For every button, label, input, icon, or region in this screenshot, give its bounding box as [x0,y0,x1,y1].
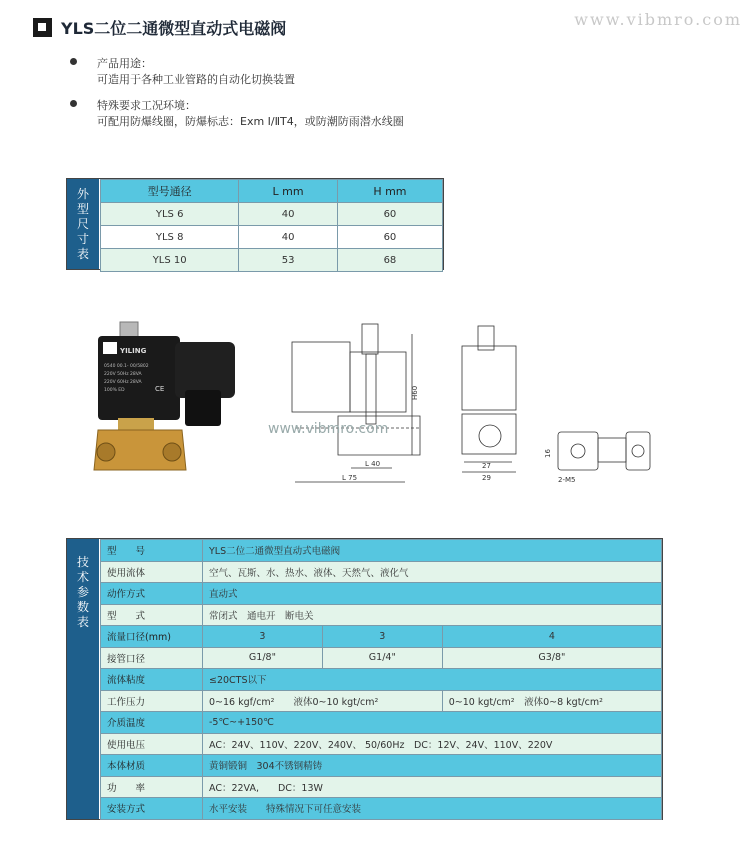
side-char: 表 [76,247,89,261]
spec-table-side-label [67,539,99,819]
table-cell: 4 [442,626,661,648]
table-cell: 0~10 kgt/cm² 液体0~8 kgt/cm² [442,690,661,712]
side-char: 寸 [76,232,89,246]
intro-text: 可配用防爆线圈，防爆标志：Exm Ⅰ/ⅡT4，或防潮防雨潜水线圈 [97,115,404,128]
table-cell: 0~16 kgf/cm² 液体0~10 kgt/cm² [203,690,443,712]
table-cell: 40 [239,226,338,249]
dim-h60: H60 [411,385,419,400]
dim-l40: L 40 [365,460,381,468]
table-row [101,203,443,226]
coil-line: 0540 00.1- 00/5802 [104,364,149,369]
table-cell: AC：22VA, DC：13W [203,776,662,798]
table-cell: YLS 10 [101,249,239,272]
intro-list [70,56,690,140]
table-row [101,647,662,669]
table-cell: 68 [337,249,442,272]
table-row [101,733,662,755]
header-cell: 型号通径 [101,180,239,203]
row-label: 流量口径(mm) [101,626,203,648]
header-cell: H mm [337,180,442,203]
table-cell: G3/8" [442,647,661,669]
row-label: 型 号 [101,540,203,562]
table-row [101,226,443,249]
row-label: 工作压力 [101,690,203,712]
intro-item [70,56,690,88]
product-and-drawings [60,320,710,500]
bullet-dot-icon [70,58,77,65]
row-label: 型 式 [101,604,203,626]
table-cell: YLS二位二通微型直动式电磁阀 [203,540,662,562]
dim-27: 27 [482,462,491,470]
table-row [101,776,662,798]
row-label: 安装方式 [101,798,203,820]
spec-grid [100,539,662,820]
coil-line: 100% ED [104,388,125,393]
intro-heading: 特殊要求工况环境： [97,99,196,112]
dim-16: 16 [544,449,552,458]
row-label: 使用电压 [101,733,203,755]
table-cell: G1/4" [322,647,442,669]
header-cell: L mm [239,180,338,203]
side-char: 外 [76,187,89,201]
side-char: 型 [76,202,89,216]
table-row [101,712,662,734]
spec-table [66,538,663,820]
table-cell: 60 [337,203,442,226]
coil-line: 220V 50Hz 28VA [104,372,142,377]
table-row [101,626,662,648]
table-row [101,540,662,562]
valve-photo [94,322,235,470]
table-cell: 60 [337,226,442,249]
table-cell: 3 [322,626,442,648]
dim-29: 29 [482,474,491,482]
brand-label: YILING [120,347,147,355]
row-label: 接管口径 [101,647,203,669]
table-row [101,561,662,583]
table-cell: 常闭式 通电开 断电关 [203,604,662,626]
side-char: 技 [76,555,89,569]
bullet-dot-icon [70,100,77,107]
intro-heading: 产品用途： [97,57,152,70]
table-cell: 3 [203,626,323,648]
side-char: 数 [76,600,89,614]
table-cell: -5℃~+150℃ [203,712,662,734]
table-row [101,690,662,712]
dimension-table-side-label [67,179,99,269]
watermark: www.vibmro.com [574,10,742,29]
square-bullet-icon [33,18,52,37]
intro-text: 可造用于各种工业管路的自动化切换装置 [97,73,295,86]
page-title: YLS二位二通微型直动式电磁阀 [61,19,287,38]
table-cell: ≤20CTS以下 [203,669,662,691]
dimension-table [66,178,444,270]
side-char: 表 [76,615,89,629]
dim-m5: 2-M5 [558,476,576,484]
table-cell: 直动式 [203,583,662,605]
table-cell: 水平安装 特殊情况下可任意安装 [203,798,662,820]
table-cell: YLS 6 [101,203,239,226]
side-char: 尺 [76,217,89,231]
table-cell: YLS 8 [101,226,239,249]
ce-mark: CE [155,385,165,393]
table-cell: 空气、瓦斯、水、热水、液体、天然气、液化气 [203,561,662,583]
row-label: 介质温度 [101,712,203,734]
row-label: 本体材质 [101,755,203,777]
coil-line: 220V 60Hz 28VA [104,380,142,385]
table-cell: 40 [239,203,338,226]
table-row [101,249,443,272]
table-row [101,798,662,820]
section-drawing [292,324,420,482]
intro-item [70,98,690,130]
row-label: 功 率 [101,776,203,798]
row-label: 动作方式 [101,583,203,605]
table-row [101,583,662,605]
drawing-watermark: www.vibmro.com [268,421,389,437]
dim-l75: L 75 [342,474,358,482]
table-row [101,755,662,777]
side-char: 术 [76,570,89,584]
table-cell: 53 [239,249,338,272]
side-drawing [462,326,516,482]
table-row [101,669,662,691]
table-row [101,604,662,626]
table-header-row [101,180,443,203]
row-label: 使用流体 [101,561,203,583]
table-cell: 黄铜锻铜 304不锈钢精铸 [203,755,662,777]
table-cell: G1/8" [203,647,323,669]
bottom-view-drawing [544,432,650,484]
row-label: 流体粘度 [101,669,203,691]
dimension-grid [100,179,443,272]
table-cell: AC：24V、110V、220V、240V、 50/60Hz DC：12V、24V、110V、220V [203,733,662,755]
side-char: 参 [76,585,89,599]
